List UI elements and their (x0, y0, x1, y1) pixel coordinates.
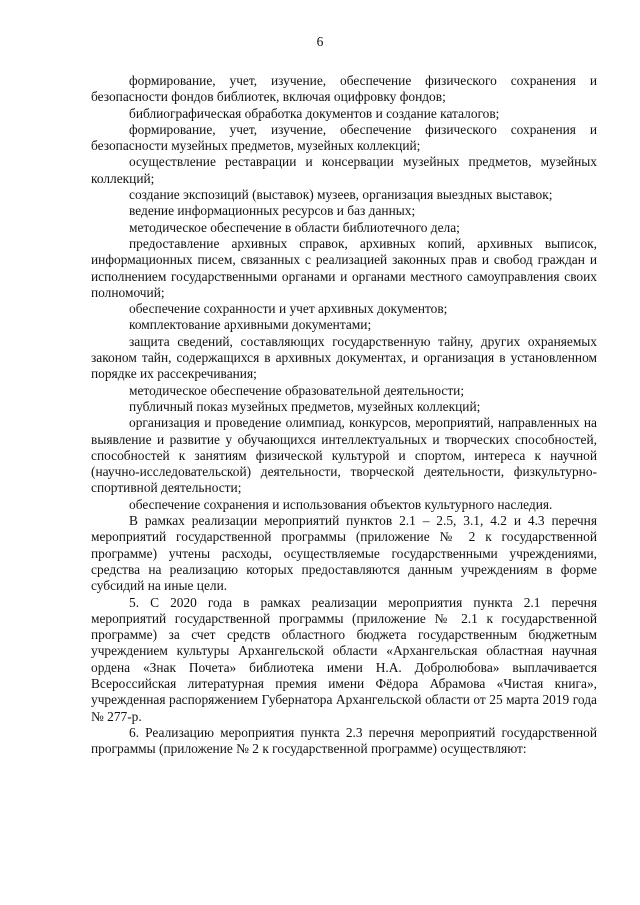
paragraph-library-funds: формирование, учет, изучение, обеспечение физического сохранения и безопасности фондов библиотек, включая оцифровку фондов; (91, 73, 597, 105)
paragraph-education-methodology: методическое обеспечение образовательной деятельности; (129, 382, 465, 398)
paragraph-information-resources: ведение информационных ресурсов и баз данных; (129, 203, 416, 219)
paragraph-archive-safety: обеспечение сохранности и учет архивных документов; (129, 301, 448, 317)
paragraph-subsidies: В рамках реализации мероприятий пунктов 2.1 – 2.5, 3.1, 4.2 и 4.3 перечня мероприятий государственной программы (приложение № 2 к государственной программе) учтены расходы, осуществляемые государственными учреждениями, средства на реализацию которых предоставляются данным учреждениям в форме субсидий на иные цели. (91, 513, 597, 594)
paragraph-olympiads: организация и проведение олимпиад, конкурсов, мероприятий, направленных на выявление и развитие у обучающихся интеллектуальных и творческих способностей, способностей к занятиям физической культурой и спортом, интереса к научной (научно-исследовательской) деятельности, творческой деятельности, физкультурно-спортивной деятельности; (91, 415, 597, 496)
page-number: 6 (316, 34, 324, 49)
paragraph-museum-items: формирование, учет, изучение, обеспечение физического сохранения и безопасности музейных предметов, музейных коллекций; (91, 121, 597, 154)
paragraph-state-secret-protection: защита сведений, составляющих государственную тайну, других охраняемых законом тайн, содержащихся в архивных документах, и организация в установленном порядке их рассекречивания; (91, 333, 597, 382)
paragraph-bibliographic-processing: библиографическая обработка документов и создание каталогов; (129, 105, 500, 121)
paragraph-library-methodology: методическое обеспечение в области библиотечного дела; (129, 219, 460, 235)
paragraph-cultural-heritage: обеспечение сохранения и использования объектов культурного наследия. (129, 496, 553, 512)
paragraph-archive-certificates: предоставление архивных справок, архивных копий, архивных выписок, информационных писем, связанных с реализацией законных прав и свобод граждан и исполнением государственными органами и органами местного самоуправления своих полномочий; (91, 235, 597, 300)
paragraph-public-display: публичный показ музейных предметов, музейных коллекций; (129, 398, 481, 414)
paragraph-archive-acquisition: комплектование архивными документами; (129, 317, 372, 333)
paragraph-restoration: осуществление реставрации и консервации музейных предметов, музейных коллекций; (91, 154, 597, 186)
paragraph-exhibitions: создание экспозиций (выставок) музеев, организация выездных выставок; (129, 187, 553, 203)
paragraph-section-6: 6. Реализацию мероприятия пункта 2.3 перечня мероприятий государственной программы (приложение № 2 к государственной программе) осуществляют: (91, 724, 597, 757)
document-body (91, 73, 597, 757)
paragraph-section-5: 5. С 2020 года в рамках реализации мероприятия пункта 2.1 перечня мероприятий государственной программы (приложение № 2.1 к государственной программе) за счет средств областного бюджета государственным бюджетным учреждением культуры Архангельской области «Архангельская областная научная ордена «Знак Почета» библиотека имени Н.А. Добролюбова» выплачивается Всероссийская литературная премия имени Фёдора Абрамова «Чистая книга», учрежденная распоряжением Губернатора Архангельской области от 25 марта 2019 года № 277-р. (91, 594, 597, 724)
